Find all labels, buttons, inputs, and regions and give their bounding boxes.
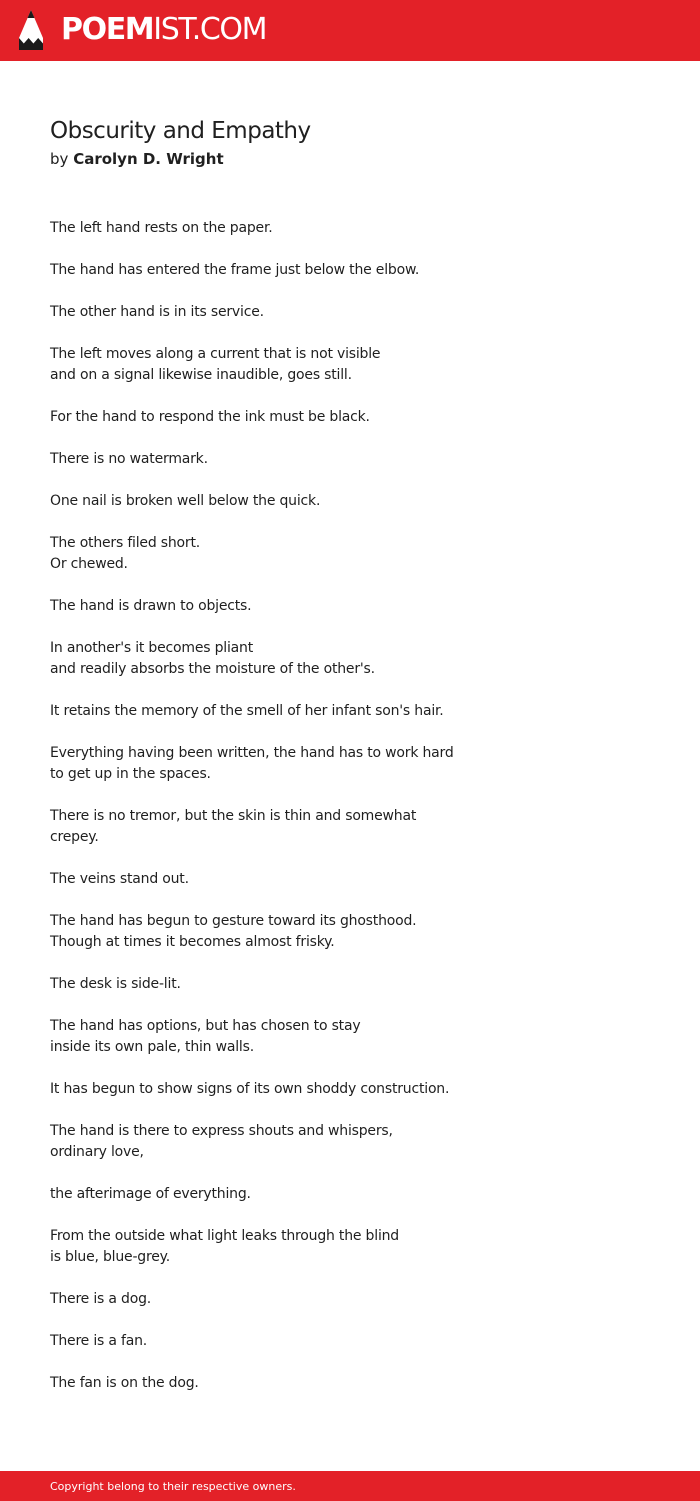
poem-stanza xyxy=(50,1016,510,1079)
poem-stanza xyxy=(50,449,510,491)
poem-stanza xyxy=(50,1289,510,1331)
poem-stanza xyxy=(50,1226,510,1289)
poem-line: Though at times it becomes almost frisky. xyxy=(50,934,335,950)
poem-line: Everything having been written, the hand has to work hard xyxy=(50,745,454,761)
copyright-notice: Copyright belong to their respective owners. xyxy=(50,1480,296,1493)
by-prefix: by xyxy=(50,150,69,168)
poem-stanza xyxy=(50,701,510,743)
poem-line: In another's it becomes pliant xyxy=(50,640,253,656)
poem-line: There is no watermark. xyxy=(50,451,208,467)
poem-stanza xyxy=(50,1331,510,1373)
poem-line: The hand has begun to gesture toward its ghosthood. xyxy=(50,913,417,929)
poem-byline xyxy=(50,148,224,170)
poem-stanza xyxy=(50,743,510,806)
poem-line: There is a dog. xyxy=(50,1291,152,1307)
poem-stanza xyxy=(50,302,510,344)
poem-stanza xyxy=(50,533,510,596)
poem-stanza xyxy=(50,1121,510,1184)
poem-body xyxy=(50,218,510,1415)
site-header xyxy=(0,0,700,61)
poem-line: The hand has entered the frame just below the elbow. xyxy=(50,262,420,278)
poem-stanza xyxy=(50,911,510,974)
poem-stanza xyxy=(50,1373,510,1415)
poem-line: and readily absorbs the moisture of the other's. xyxy=(50,661,375,677)
poem-line: the afterimage of everything. xyxy=(50,1186,251,1202)
site-logo-text[interactable] xyxy=(61,11,266,49)
poem-stanza xyxy=(50,974,510,1016)
poem-stanza xyxy=(50,638,510,701)
poem-line: There is a fan. xyxy=(50,1333,148,1349)
poem-stanza xyxy=(50,596,510,638)
poem-line: The others filed short. xyxy=(50,535,201,551)
poem-line: The hand is drawn to objects. xyxy=(50,598,252,614)
brand-bold-part: POEM xyxy=(61,12,154,47)
poem-stanza xyxy=(50,491,510,533)
poem-line: It has begun to show signs of its own shoddy construction. xyxy=(50,1081,450,1097)
poem-line: The other hand is in its service. xyxy=(50,304,264,320)
poem-stanza xyxy=(50,806,510,869)
poem-line: Or chewed. xyxy=(50,556,128,572)
poem-line: The veins stand out. xyxy=(50,871,189,887)
poem-line: One nail is broken well below the quick. xyxy=(50,493,321,509)
poem-stanza xyxy=(50,869,510,911)
poem-stanza xyxy=(50,1184,510,1226)
poem-stanza xyxy=(50,1079,510,1121)
poem-title: Obscurity and Empathy xyxy=(50,118,311,144)
poem-line: The hand has options, but has chosen to stay xyxy=(50,1018,361,1034)
poem-stanza xyxy=(50,344,510,407)
poem-line: The left hand rests on the paper. xyxy=(50,220,273,236)
poem-stanza xyxy=(50,407,510,449)
poem-line: From the outside what light leaks through the blind xyxy=(50,1228,399,1244)
poem-stanza xyxy=(50,260,510,302)
brand-light-part: IST.COM xyxy=(153,12,267,47)
poem-line: crepey. xyxy=(50,829,99,845)
poem-stanza xyxy=(50,218,510,260)
poem-line: The desk is side-lit. xyxy=(50,976,181,992)
poem-line: The left moves along a current that is not visible xyxy=(50,346,381,362)
poem-line: is blue, blue-grey. xyxy=(50,1249,170,1265)
poem-line: It retains the memory of the smell of her infant son's hair. xyxy=(50,703,444,719)
pencil-icon[interactable] xyxy=(17,8,45,52)
poem-line: and on a signal likewise inaudible, goes still. xyxy=(50,367,352,383)
poem-line: to get up in the spaces. xyxy=(50,766,211,782)
poem-line: There is no tremor, but the skin is thin and somewhat xyxy=(50,808,417,824)
poem-line: The fan is on the dog. xyxy=(50,1375,199,1391)
poem-line: ordinary love, xyxy=(50,1144,144,1160)
poem-line: The hand is there to express shouts and whispers, xyxy=(50,1123,393,1139)
poem-line: inside its own pale, thin walls. xyxy=(50,1039,254,1055)
poem-line: For the hand to respond the ink must be black. xyxy=(50,409,370,425)
site-footer xyxy=(0,1471,700,1501)
author-name: Carolyn D. Wright xyxy=(73,150,224,168)
